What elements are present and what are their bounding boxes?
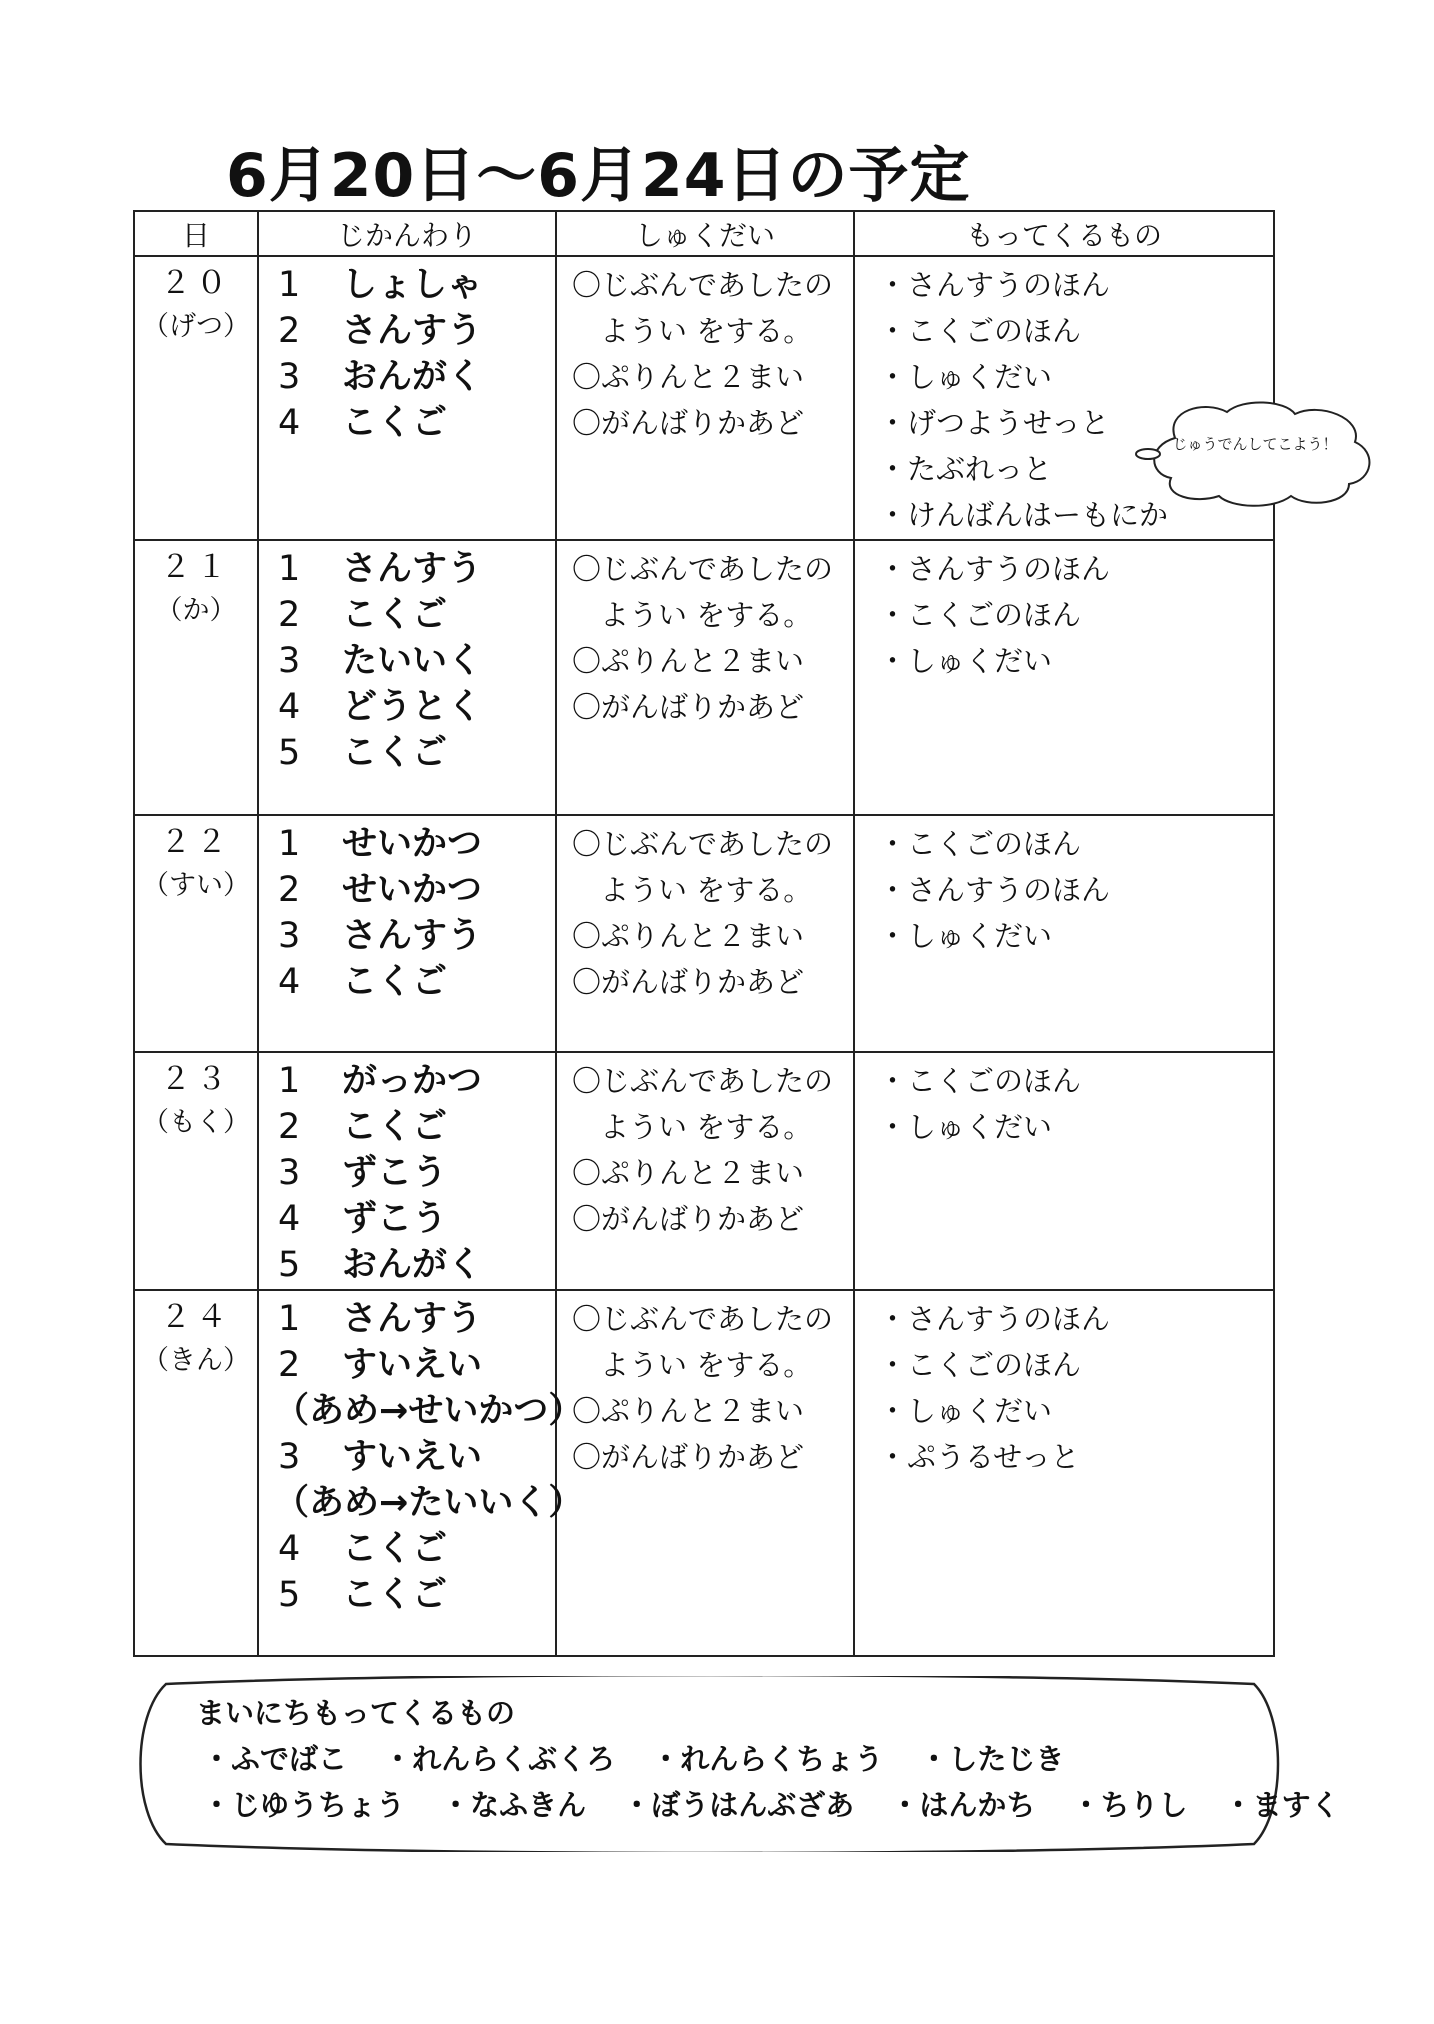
period-number: 2: [278, 1345, 301, 1385]
period-item: [278, 1434, 554, 1480]
period-subject: おんがく: [342, 357, 483, 397]
bring-item: ・こくごのほん: [878, 1348, 1082, 1382]
day-number: ２４: [160, 1299, 232, 1335]
period-subject: こくご: [342, 962, 448, 1002]
period-subject: ずこう: [342, 1153, 448, 1193]
period-number: 1: [278, 265, 301, 305]
bring-item: ・さんすうのほん: [878, 1302, 1111, 1336]
bring-item: ・しゅくだい: [878, 919, 1053, 953]
periods-cell: [258, 1290, 584, 1656]
period-subject: すいえい: [342, 1437, 483, 1477]
period-number: 3: [278, 641, 301, 681]
period-subject: せいかつ: [342, 824, 483, 864]
day-row: [134, 1290, 1274, 1656]
bring-item: ・しゅくだい: [878, 1394, 1053, 1428]
period-subject: さんすう: [342, 549, 483, 589]
day-of-week: （か）: [155, 595, 237, 626]
bring-item: ・たぶれっと: [878, 452, 1053, 486]
period-subject: おんがく: [342, 1245, 483, 1285]
day-of-week: （もく）: [142, 1107, 250, 1138]
period-item: [278, 592, 554, 638]
period-item: [278, 262, 554, 308]
period-number: 3: [278, 916, 301, 956]
bring-item: ・げつようせっと: [878, 406, 1110, 440]
homework-item: 〇がんばりかあど: [572, 690, 805, 724]
daily-item: ・したじき: [919, 1742, 1065, 1776]
daily-item: ・はんかち: [890, 1788, 1036, 1822]
homework-item: ようい をする。: [600, 873, 813, 907]
day-row: [134, 256, 1274, 540]
header-row: [134, 211, 1274, 256]
homework-item: 〇じぶんであしたの: [572, 268, 834, 302]
period-subject: さんすう: [342, 916, 483, 956]
daily-item: ・れんらくちょう: [651, 1742, 884, 1776]
period-item: [278, 1242, 554, 1288]
periods-cell: [258, 1052, 556, 1290]
day-date-cell: [134, 1052, 258, 1290]
day-of-week: （きん）: [142, 1345, 250, 1376]
period-item: [278, 354, 554, 400]
homework-item: 〇がんばりかあど: [572, 1440, 805, 1474]
period-number: 5: [278, 733, 301, 773]
bring-cell: [854, 815, 1274, 1052]
period-subject: さんすう: [342, 311, 483, 351]
header-periods: じかんわり: [258, 211, 556, 256]
period-item: [278, 821, 554, 867]
schedule-table: [133, 210, 1275, 1657]
homework-item: ようい をする。: [600, 1110, 813, 1144]
periods-cell: [258, 256, 556, 540]
period-number: 3: [278, 1153, 301, 1193]
homework-cell: [556, 1052, 854, 1290]
page-title: 6月20日～6月24日の予定: [226, 141, 971, 211]
homework-item: 〇じぶんであしたの: [572, 552, 834, 586]
periods-cell: [258, 540, 556, 815]
speech-cloud: [1135, 400, 1375, 508]
daily-items: [196, 1690, 1366, 1828]
period-item: [278, 1058, 554, 1104]
homework-item: 〇ぷりんと２まい: [572, 919, 805, 953]
homework-item: ようい をする。: [600, 598, 813, 632]
period-number: 4: [278, 962, 301, 1002]
period-item: [278, 308, 554, 354]
day-date-cell: [134, 256, 258, 540]
homework-item: 〇ぷりんと２まい: [572, 360, 805, 394]
bring-cell: [854, 1052, 1274, 1290]
speech-cloud-text: じゅうでんしてこよう！: [1172, 435, 1338, 453]
period-number: 1: [278, 549, 301, 589]
period-number: 2: [278, 1107, 301, 1147]
homework-cell: [556, 1290, 854, 1656]
period-item: [278, 867, 554, 913]
period-note: （あめ→たいいく）: [274, 1483, 584, 1523]
bring-cell: [854, 1290, 1274, 1656]
period-number: 2: [278, 870, 301, 910]
bring-item: ・ぷうるせっと: [878, 1440, 1080, 1474]
period-subject: すいえい: [342, 1345, 483, 1385]
header-bring: もってくるもの: [854, 211, 1274, 256]
homework-item: ようい をする。: [600, 314, 813, 348]
period-item: [278, 1572, 554, 1618]
period-item: [278, 1104, 554, 1150]
homework-cell: [556, 815, 854, 1052]
periods-cell: [258, 815, 556, 1052]
day-date-cell: [134, 1290, 258, 1656]
homework-item: 〇ぷりんと２まい: [572, 1394, 805, 1428]
period-subject: しょしゃ: [342, 265, 483, 305]
bring-item: ・こくごのほん: [878, 827, 1082, 861]
homework-item: 〇ぷりんと２まい: [572, 644, 805, 678]
period-number: 5: [278, 1575, 301, 1615]
homework-item: 〇じぶんであしたの: [572, 1302, 834, 1336]
day-number: ２１: [160, 549, 232, 585]
period-item: [278, 1196, 554, 1242]
period-subject: こくご: [342, 1529, 448, 1569]
period-item: [278, 400, 554, 446]
period-number: 1: [278, 1299, 301, 1339]
period-item: [278, 638, 554, 684]
daily-item: ・ますく: [1223, 1788, 1340, 1822]
daily-item: ・れんらくぶくろ: [383, 1742, 616, 1776]
homework-item: 〇がんばりかあど: [572, 1202, 805, 1236]
header-homework: しゅくだい: [556, 211, 854, 256]
period-number: 3: [278, 357, 301, 397]
day-of-week: （げつ）: [142, 311, 250, 342]
period-number: 1: [278, 1061, 301, 1101]
bring-item: ・こくごのほん: [878, 1064, 1082, 1098]
homework-item: 〇がんばりかあど: [572, 406, 805, 440]
homework-cell: [556, 540, 854, 815]
daily-item: ・じゆうちょう: [202, 1788, 406, 1822]
period-item: [278, 1150, 554, 1196]
period-subject: こくご: [342, 1575, 448, 1615]
period-number: 4: [278, 403, 301, 443]
period-subject: がっかつ: [342, 1061, 483, 1101]
daily-item: ・ちりし: [1071, 1788, 1188, 1822]
homework-item: 〇がんばりかあど: [572, 965, 805, 999]
bring-item: ・けんばんはーもにか: [878, 498, 1169, 532]
day-row: [134, 815, 1274, 1052]
period-subject: どうとく: [342, 687, 483, 727]
period-item: [278, 684, 554, 730]
period-item: [278, 1296, 554, 1342]
period-item: [278, 546, 554, 592]
bring-item: ・しゅくだい: [878, 1110, 1053, 1144]
daily-items-row-1: [202, 1736, 1366, 1782]
bring-item: ・さんすうのほん: [878, 268, 1111, 302]
homework-item: 〇ぷりんと２まい: [572, 1156, 805, 1190]
period-subject: たいいく: [342, 641, 483, 681]
daily-items-title: まいにちもってくるもの: [196, 1696, 516, 1730]
period-subject: こくご: [342, 595, 448, 635]
day-number: ２２: [160, 824, 232, 860]
homework-item: ようい をする。: [600, 1348, 813, 1382]
day-row: [134, 540, 1274, 815]
day-row: [134, 1052, 1274, 1290]
day-date-cell: [134, 540, 258, 815]
period-item: [274, 1388, 584, 1434]
period-subject: さんすう: [342, 1299, 483, 1339]
period-subject: こくご: [342, 403, 448, 443]
bring-item: ・こくごのほん: [878, 314, 1082, 348]
day-number: ２３: [160, 1061, 232, 1097]
period-subject: ずこう: [342, 1199, 448, 1239]
period-number: 2: [278, 311, 301, 351]
daily-item: ・ふでばこ: [202, 1742, 348, 1776]
period-subject: こくご: [342, 733, 448, 773]
daily-items-row-2: [202, 1782, 1366, 1828]
bring-item: ・さんすうのほん: [878, 552, 1111, 586]
daily-item: ・なふきん: [441, 1788, 587, 1822]
period-number: 4: [278, 1529, 301, 1569]
period-item: [278, 913, 554, 959]
homework-item: 〇じぶんであしたの: [572, 827, 834, 861]
period-note: （あめ→せいかつ）: [274, 1391, 584, 1431]
period-number: 1: [278, 824, 301, 864]
period-item: [274, 1480, 584, 1526]
bring-item: ・さんすうのほん: [878, 873, 1111, 907]
daily-item: ・ぼうはんぶざあ: [622, 1788, 855, 1822]
bring-item: ・こくごのほん: [878, 598, 1082, 632]
period-number: 4: [278, 687, 301, 727]
period-number: 4: [278, 1199, 301, 1239]
day-of-week: （すい）: [142, 870, 250, 901]
bring-item: ・しゅくだい: [878, 360, 1053, 394]
period-item: [278, 959, 554, 1005]
period-subject: せいかつ: [342, 870, 483, 910]
period-subject: こくご: [342, 1107, 448, 1147]
bring-cell: [854, 540, 1274, 815]
period-number: 2: [278, 595, 301, 635]
day-number: ２０: [160, 265, 232, 301]
period-item: [278, 1342, 554, 1388]
day-date-cell: [134, 815, 258, 1052]
bring-item: ・しゅくだい: [878, 644, 1053, 678]
period-number: 5: [278, 1245, 301, 1285]
period-item: [278, 1526, 554, 1572]
header-date: 日: [134, 211, 258, 256]
homework-item: 〇じぶんであしたの: [572, 1064, 834, 1098]
homework-cell: [556, 256, 854, 540]
period-number: 3: [278, 1437, 301, 1477]
period-item: [278, 730, 554, 776]
